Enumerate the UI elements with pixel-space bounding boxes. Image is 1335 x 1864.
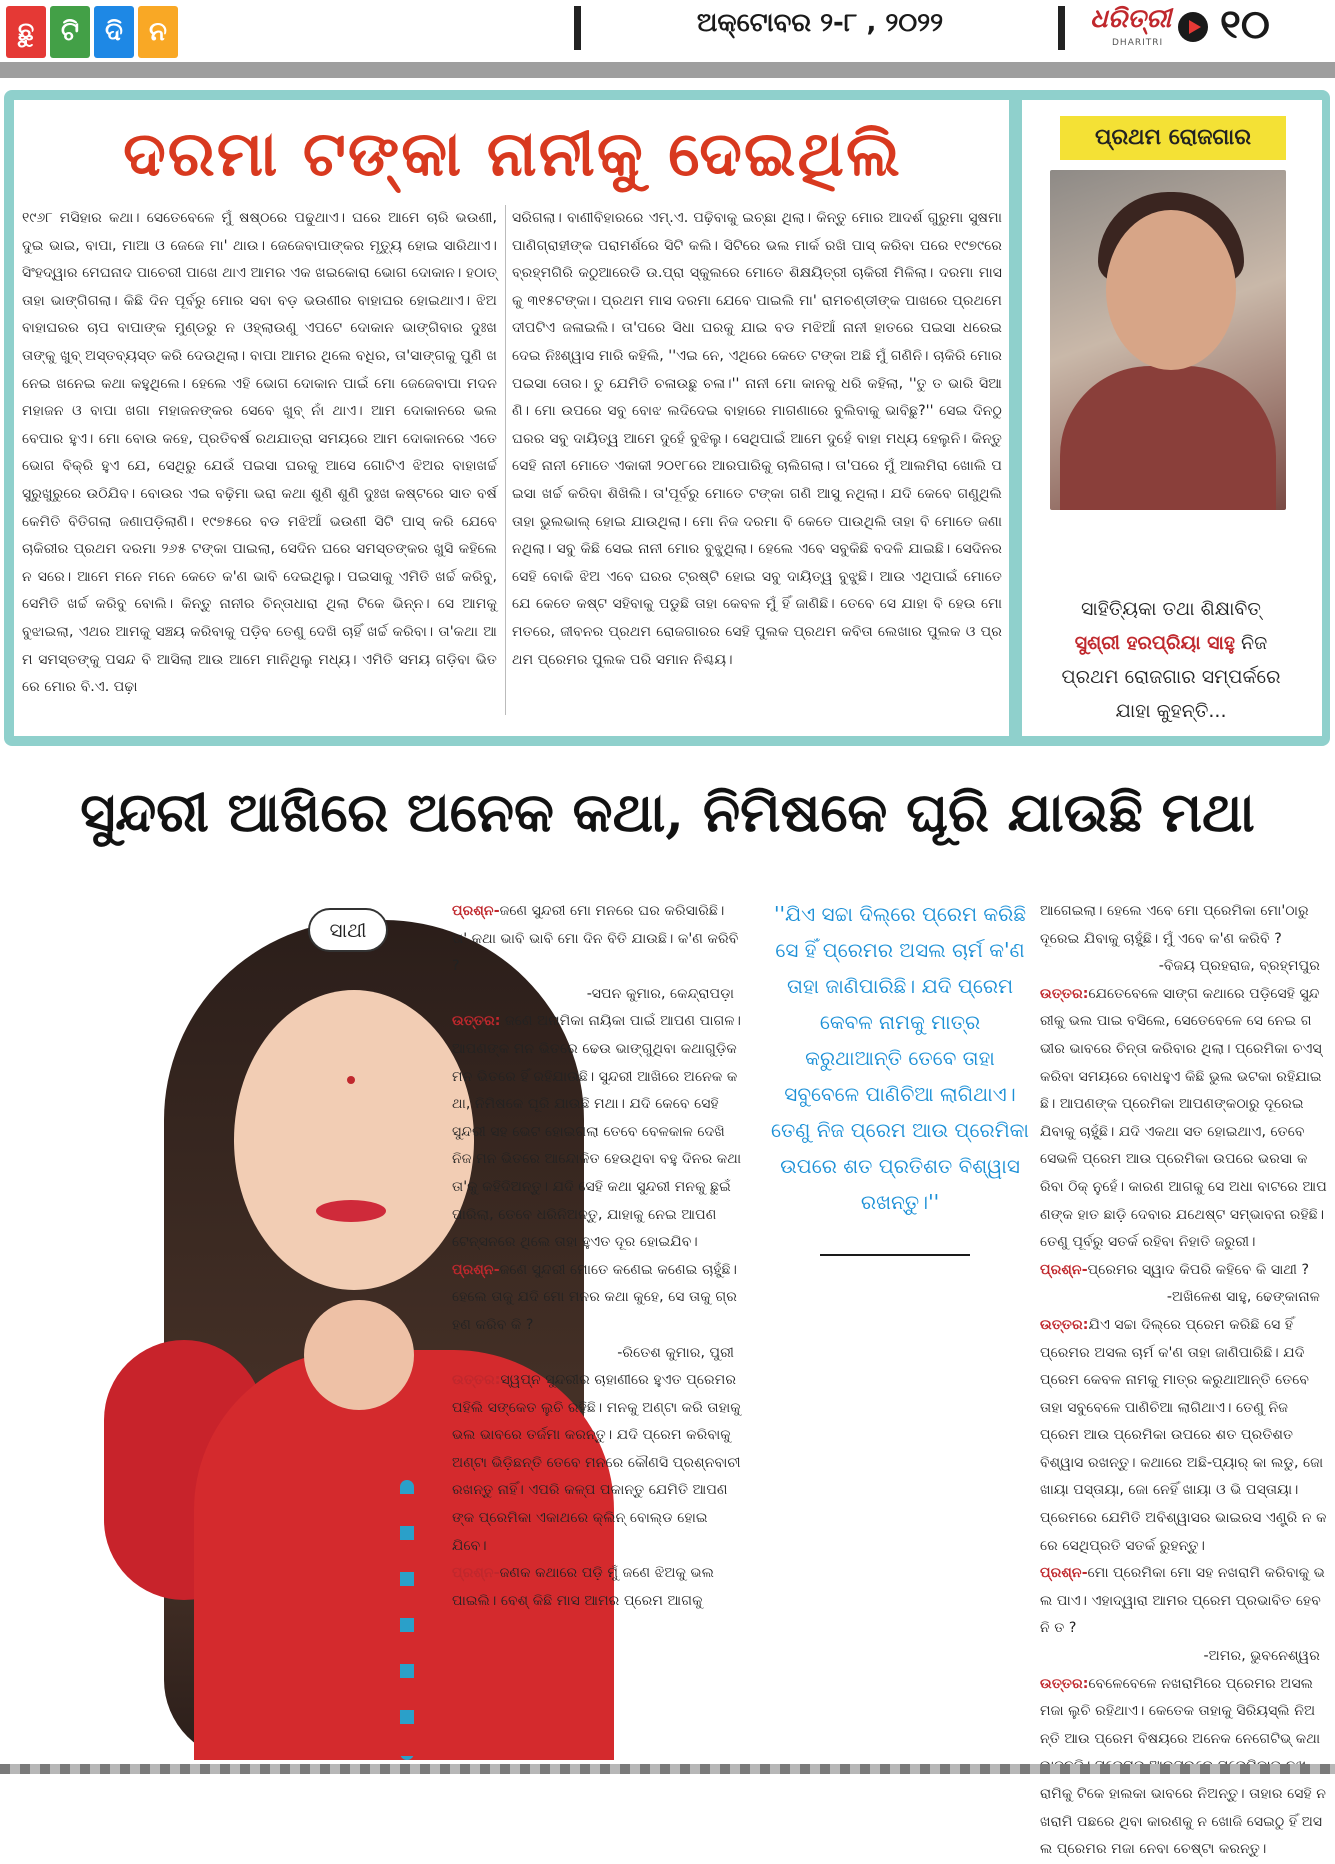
masthead [0, 0, 1335, 64]
question-text: ଜଣକ କଥାରେ ପଡ଼ି ମୁଁ ଜଣେ ଝିଅକୁ ଭଲ ପାଇଲି। ବେଶ୍ କିଛି ମାସ ଆମର ପ୍ରେମ ଆଗକୁ [452, 1565, 715, 1609]
asker: -ବିଜୟ ପ୍ରହରାଜ, ବ୍ରହ୍ମପୁର [1158, 958, 1320, 975]
column-divider [505, 205, 506, 715]
model-photo-bindi [347, 1076, 355, 1084]
pull-quote: ''ଯିଏ ସଚ୍ଚା ଦିଲ୍‌ରେ ପ୍ରେମ କରିଛି ସେ ହିଁ ପ୍ରେମର ଅସଲ ଚାର୍ମ କ'ଣ ତାହା ଜାଣିପାରିଛି। ଯଦି ପ୍ରେମ କେବଳ ନାମକୁ ମାତ୍ର କରୁଥାଆନ୍ତି ତେବେ ତାହା ସବୁବେଳେ ପାଣିଚିଆ ଲାଗିଥାଏ। ତେଣୁ ନିଜ ପ୍ରେମ ଆଉ ପ୍ରେମିକା ଉପରେ ଶତ ପ୍ରତିଶତ ବିଶ୍ୱାସ ରଖନ୍ତୁ।'' [765, 890, 1035, 1226]
qa-item [452, 1560, 742, 1615]
answer-text: ସ୍ୱପ୍ନ ସୁନ୍ଦରୀର ଚାହାଣୀରେ ହୁଏତ ପ୍ରେମର ପହିଲି ସଙ୍କେତ ଲୁଚି ରହିଛି। ମନକୁ ଅଣ୍ଟା କରି ତାହାକୁ ଭଲ ଭାବରେ ତର୍ଜମା କରନ୍ତୁ। ଯଦି ପ୍ରେମ କରିବାକୁ ଅଣ୍ଟା ଭିଡ଼ିଛନ୍ତି ତେବେ ମନରେ କୌଣସି ପ୍ରଶ୍ନବାଚୀ ରଖନ୍ତୁ ନାହିଁ। ଏପରି କଳ୍ପ ପକାନ୍ତୁ ଯେମିତି ଆପଣଙ୍କ ପ୍ରେମିକା ଏକାଥରେ କ୍ଲିନ୍ ବୋଲ୍ଡ ହୋଇଯିବେ। [452, 1372, 741, 1554]
question-label: ପ୍ରଶ୍ନ- [452, 1261, 500, 1278]
qa-item [1040, 981, 1328, 1257]
section-logo [6, 6, 178, 58]
article1-headline: ଦରମା ଟଙ୍କା ନାନୀକୁ ଦେଇଥିଲି [123, 117, 902, 190]
answer-label: ଉତ୍ତର: [452, 1372, 501, 1389]
author-photo [1050, 170, 1286, 510]
question-continued: ଆଗେଇଲା। ହେଲେ ଏବେ ମୋ ପ୍ରେମିକା ମୋ'ଠାରୁ ଦୂରେଇ ଯିବାକୁ ଚାହୁଁଛି। ମୁଁ ଏବେ କ'ଣ କରିବି ? [1040, 903, 1309, 947]
page-number: ୧୦ [1220, 2, 1270, 48]
answer-text: ଯିଏ ସଚ୍ଚା ଦିଲ୍‌ରେ ପ୍ରେମ କରିଛି ସେ ହିଁ ପ୍ରେମର ଅସଲ ଚାର୍ମ କ'ଣ ତାହା ଜାଣିପାରିଛି। ଯଦି ପ୍ରେମ କେବଳ ନାମକୁ ମାତ୍ର କରୁଥାଆନ୍ତି ତେବେ ତାହା ସବୁବେଳେ ପାଣିଚିଆ ଲାଗିଥାଏ। ତେଣୁ ନିଜ ପ୍ରେମ ଆଉ ପ୍ରେମିକା ଉପରେ ଶତ ପ୍ରତିଶତ ବିଶ୍ୱାସ ରଖନ୍ତୁ। କଥାରେ ଅଛି-ପ୍ୟାର୍ କା ଲଡୁ, ଜୋ ଖାୟା ପସ୍ତାୟା, ଜୋ ନେହିଁ ଖାୟା ଓ ଭି ପସ୍ତାୟା। ପ୍ରେମରେ ଯେମିତି ଅବିଶ୍ୱାସର ଭାଇରସ ଏଣ୍ଟ୍ରି ନ କରେ ସେଥିପ୍ରତି ସତର୍କ ରୁହନ୍ତୁ। [1040, 1316, 1327, 1554]
answer-text: ଯେତେବେଳେ ସାଙ୍ଗ କଥାରେ ପଡ଼ିସେହି ସୁନ୍ଦରୀକୁ ଭଲ ପାଇ ବସିଲେ, ସେତେବେଳେ ସେ ନେଇ ଗଭୀର ଭାବରେ ଚିନ୍ତା କରିବାର ଥିଲା। ପ୍ରେମିକା ଚଏସ୍ କରିବା ସମୟରେ ବୋଧହୁଏ କିଛି ଭୁଲ ଭଟକା ରହିଯାଇଛି। ଆପଣଙ୍କ ପ୍ରେମିକା ଆପଣଙ୍କଠାରୁ ଦୂରେଇ ଯିବାକୁ ଚାହୁଁଛି। ଯଦି ଏକଥା ସତ ହୋଇଥାଏ, ତେବେ ସେଭଳି ପ୍ରେମ ଆଉ ପ୍ରେମିକା ଉପରେ ଭରସା କରିବା ଠିକ୍ ନୁହେଁ। କାରଣ ଆଗକୁ ସେ ଅଧା ବାଟରେ ଆପଣଙ୍କ ହାତ ଛାଡ଼ି ଦେବାର ଯଥେଷ୍ଟ ସମ୍ଭାବନା ରହିଛି। ତେଣୁ ପୂର୍ବରୁ ସତର୍କ ରହିବା ନିହାତି ଜରୁରୀ। [1040, 985, 1327, 1251]
author-caption [1046, 592, 1296, 728]
asker: -ରିତେଶ କୁମାର, ପୁରୀ [617, 1344, 734, 1361]
logo-letter-4: ନ [138, 6, 178, 58]
author-caption-rest: ନିଜ ପ୍ରଥମ ରୋଜଗାର ସମ୍ପର୍କରେ ଯାହା କୁହନ୍ତି... [1061, 632, 1281, 722]
qa-item [452, 1367, 742, 1560]
question-text: ମୋ ପ୍ରେମିକା ମୋ ସହ ନଖରାମି କରିବାକୁ ଭଲ ପାଏ। ଏହାଦ୍ୱାରା ଆମର ପ୍ରେମ ପ୍ରଭାବିତ ହେବନି ତ ? [1040, 1565, 1325, 1637]
play-icon [1178, 12, 1208, 42]
answer-label: ଉତ୍ତର: [1040, 1675, 1089, 1692]
qa-item [452, 1008, 742, 1256]
logo-letter-2: ଟି [50, 6, 90, 58]
question-label: ପ୍ରଶ୍ନ- [452, 1565, 500, 1582]
column-tag: ସାଥୀ [308, 908, 388, 952]
qa-item [1040, 1312, 1328, 1560]
asker: -ସପନ କୁମାର, କେନ୍ଦ୍ରାପଡ଼ା [586, 985, 734, 1002]
question-label: ପ୍ରଶ୍ନ- [1040, 1261, 1088, 1278]
question-label: ପ୍ରଶ୍ନ- [452, 903, 500, 919]
author-photo-face [1106, 210, 1236, 370]
asker: -ଅଖିଳେଶ ସାହୁ, ଢେଙ୍କାନାଳ [1166, 1289, 1320, 1306]
answer-label: ଉତ୍ତର: [1040, 1316, 1089, 1333]
brand-logo-sub: DHARITRI [1112, 38, 1164, 48]
article1-column-1: ୧୯୬୮ ମସିହାର କଥା। ସେତେବେଳେ ମୁଁ ଷଷ୍ଠରେ ପଢୁଥାଏ। ଘରେ ଆମେ ଚାରି ଭଉଣୀ, ଦୁଇ ଭାଇ, ବାପା, ମାଆ ଓ ଜେଜେ ମା' ଥାଉ। ଜେଜେବାପାଙ୍କର ମୃତ୍ୟୁ ହୋଇ ସାରିଥାଏ। ସିଂହଦ୍ୱାର ମେଘନାଦ ପାଚେରୀ ପାଖେ ଥାଏ ଆମର ଏକ ଖଇକୋରା ଭୋଗ ଦୋକାନ। ହଠାତ୍ ତାହା ଭାଙ୍ଗିଗଲା। କିଛି ଦିନ ପୂର୍ବରୁ ମୋର ସବା ବଡ଼ ଭଉଣୀର ବାହାଘର ହୋଇଥାଏ। ଝିଅ ବାହାଘରର ଚାପ ବାପାଙ୍କ ମୁଣ୍ଡରୁ ନ ଓହ୍ଲାଉଣୁ ଏପଟେ ଦୋକାନ ଭାଙ୍ଗିବାର ଦୁଃଖ ତାଙ୍କୁ ଖୁବ୍ ଅସ୍ତବ୍ୟସ୍ତ କରି ଦେଉଥିଲା। ବାପା ଆମର ଥିଲେ ବଧିର, ତା'ସାଙ୍ଗକୁ ପୁଣି ଖନେଇ ଖନେଇ କଥା କହୁଥିଲେ। ହେଲେ ଏହି ଭୋଗ ଦୋକାନ ପାଇଁ ମୋ ଜେଜେବାପା ମଦନ ମହାଜନ ଓ ବାପା ଖଗା ମହାଜନଙ୍କର ସେବେ ଖୁବ୍ ନାଁ ଥାଏ। ଆମ ଦୋକାନରେ ଭଲ ବେପାର ହୁଏ। ମୋ ବୋଉ କହେ, ପ୍ରତିବର୍ଷ ରଥଯାତ୍ରା ସମୟରେ ଆମ ଦୋକାନରେ ଏତେ ଭୋଗ ବିକ୍ରି ହୁଏ ଯେ, ସେଥିରୁ ଯେଉଁ ପଇସା ଘରକୁ ଆସେ ଗୋଟିଏ ଝିଅର ବାହାଖର୍ଚ୍ଚ ସୁରୁଖୁରୁରେ ଉଠିଯିବ। ବୋଉର ଏଇ ବଢ଼ିମା ଭରା କଥା ଶୁଣି ଶୁଣି ଦୁଃଖ କଷ୍ଟରେ ସାତ ବର୍ଷ କେମିତି ବିତିଗଲା ଜଣାପଡ଼ିଲାଣି। ୧୯୭୫ରେ ବଡ ମଝିଆଁ ଭଉଣୀ ସିଟି ପାସ୍ କରି ଯେବେ ଚାକିରୀର ପ୍ରଥମ ଦରମା ୨୬୫ ଟଙ୍କା ପାଇଲା, ସେଦିନ ଘରେ ସମସ୍ତଙ୍କର ଖୁସି କହିଲେ ନ ସରେ। ଆମେ ମନେ ମନେ କେତେ କ'ଣ ଭାବି ଦେଇଥିଲୁ। ପଇସାକୁ ଏମିତି ଖର୍ଚ୍ଚ କରିବୁ, ସେମିତି ଖର୍ଚ୍ଚ କରିବୁ ବୋଲି। କିନ୍ତୁ ନାନୀର ଚିନ୍ତାଧାରା ଥିଲା ଟିକେ ଭିନ୍ନ। ସେ ଆମକୁ ବୁଝାଇଲା, ଏଥର ଆମକୁ ସଞ୍ଚୟ କରିବାକୁ ପଡ଼ିବ ତେଣୁ ଦେଖି ଚାହିଁ ଖର୍ଚ୍ଚ କରିବା। ତା'କଥା ଆମ ସମସ୍ତଙ୍କୁ ପସନ୍ଦ ବି ଆସିଲା ଆଉ ଆମେ ମାନିଥିଲୁ ମଧ୍ୟ। ଏମିତି ସମୟ ଗଡ଼ିବା ଭିତରେ ମୋର ବି.ଏ. ପଢ଼ା [22, 210, 497, 696]
author-photo-body [1060, 366, 1276, 510]
header-divider-right [1058, 6, 1065, 50]
section-tag: ପ୍ରଥମ ରୋଜଗାର [1060, 116, 1286, 160]
qa-column-right [900, 898, 1328, 1858]
question-text: ଜଣେ ସୁନ୍ଦରୀ ମୋ ମନରେ ଘର କରିସାରିଛି। ତା' କଥା ଭାବି ଭାବି ମୋ ଦିନ ବିତି ଯାଉଛି। କ'ଣ କରିବି ? [452, 903, 739, 975]
qa-item [1040, 1560, 1328, 1643]
author-name: ସୁଶ୍ରୀ ହରପ୍ରିୟା ସାହୁ [1074, 632, 1235, 654]
header-divider-left [574, 6, 581, 50]
question-text: ଜଣେ ସୁନ୍ଦରୀ ମୋତେ କଣେଇ କଣେଇ ଚାହୁଁଛି। ହେଲେ ତାକୁ ଯଦି ମୋ ମନର କଥା କୁହେ, ସେ ତାକୁ ଗ୍ରହଣ କରିବ କି ? [452, 1261, 737, 1333]
question-text: ପ୍ରେମର ସ୍ୱାଦ କିପରି କହିବେ କି ସାଥୀ ? [1087, 1261, 1310, 1278]
model-photo-lips [316, 1200, 386, 1222]
answer-label: ଉତ୍ତର: [452, 1013, 501, 1030]
answer-label: ଉତ୍ତର: [1040, 985, 1089, 1002]
model-photo-face [234, 990, 474, 1290]
footer-bar [0, 1764, 1335, 1774]
brand-logo: ଧରିତ୍ରୀ [1090, 4, 1172, 34]
asker: -ଅମର, ଭୁବନେଶ୍ୱର [1203, 1648, 1320, 1665]
issue-date: ଅକ୍ଟୋବର ୨-୮ , ୨୦୨୨ [696, 8, 944, 38]
header-rule [0, 62, 1335, 78]
qa-item [452, 1257, 742, 1340]
model-photo-buttons [400, 1480, 414, 1760]
article1-column-2: ସରିଗଲା। ବାଣୀବିହାରରେ ଏମ୍.ଏ. ପଢ଼ିବାକୁ ଇଚ୍ଛା ଥିଲା। କିନ୍ତୁ ମୋର ଆଦର୍ଶ ଗୁରୁମା ସୁଷମା ପାଣିଗ୍ରାହୀଙ୍କ ପରାମର୍ଶରେ ସିଟି କଲି। ସିଟିରେ ଭଲ ମାର୍କ ରଖି ପାସ୍ କରିବା ପରେ ୧୯୭୯ରେ ବ୍ରହ୍ମଗିରି କଠୁଆରେଡି ଉ.ପ୍ରା ସ୍କୁଲରେ ମୋତେ ଶିକ୍ଷୟିତ୍ରୀ ଚାକିରୀ ମିଳିଲା। ଦରମା ମାସକୁ ୩୧୫ଟଙ୍କା। ପ୍ରଥମ ମାସ ଦରମା ଯେବେ ପାଇଲି ମା' ରାମଚଣ୍ଡୀଙ୍କ ପାଖରେ ପ୍ରଥମେ ଦୀପଟିଏ ଜଳାଇଲି। ତା'ପରେ ସିଧା ଘରକୁ ଯାଇ ବଡ ମଝିଆଁ ନାନୀ ହାତରେ ପଇସା ଧରେଇ ଦେଇ ନିଃଶ୍ୱାସ ମାରି କହିଲି, ''ଏଇ ନେ, ଏଥିରେ କେତେ ଟଙ୍କା ଅଛି ମୁଁ ଗଣିନି। ଚାକିରି ମୋର ପଇସା ତୋର। ତୁ ଯେମିତି ଚଳାଉଛୁ ଚଳା।'' ନାନୀ ମୋ କାନକୁ ଧରି କହିଲା, ''ତୁ ତ ଭାରି ସିଆଣି। ମୋ ଉପରେ ସବୁ ବୋଝ ଲଦିଦେଇ ବାହାରେ ମାଗଣାରେ ବୁଲିବାକୁ ଭାବିଛୁ?'' ସେଇ ଦିନଠୁ ଘରର ସବୁ ଦାୟିତ୍ୱ ଆମେ ଦୁହେଁ ବୁଝିଲୁ। ସେଥିପାଇଁ ଆମେ ଦୁହେଁ ବାହା ମଧ୍ୟ ହେଲୁନି। କିନ୍ତୁ ସେହି ନାନୀ ମୋତେ ଏକାକୀ ୨୦୧୮ରେ ଆରପାରିକୁ ଚାଲିଗଲା। ତା'ପରେ ମୁଁ ଆଲମିରା ଖୋଲି ପଇସା ଖର୍ଚ୍ଚ କରିବା ଶିଖିଲି। ତା'ପୂର୍ବରୁ ମୋତେ ଟଙ୍କା ଗଣି ଆସୁ ନଥିଲା। ଯଦି କେବେ ଗଣୁଥିଲି ତାହା ଭୁଲଭାଲ୍ ହୋଇ ଯାଉଥିଲା। ମୋ ନିଜ ଦରମା ବି କେତେ ପାଉଥିଲି ତାହା ବି ମୋତେ ଜଣା ନଥିଲା। ସବୁ କିଛି ସେଇ ନାନୀ ମୋର ବୁଝୁଥିଲା। ହେଲେ ଏବେ ସବୁକିଛି ବଦଳି ଯାଇଛି। ସେଦିନର ସେହି ବୋକି ଝିଅ ଏବେ ଘରର ଟ୍ରଷ୍ଟି ହୋଇ ସବୁ ଦାୟିତ୍ୱ ବୁଝୁଛି। ଆଉ ଏଥିପାଇଁ ମୋତେ ଯେ କେତେ କଷ୍ଟ ସହିବାକୁ ପଡୁଛି ତାହା କେବଳ ମୁଁ ହିଁ ଜାଣିଛି। ତେବେ ସେ ଯାହା ବି ହେଉ ମୋ ମତରେ, ଜୀବନର ପ୍ରଥମ ରୋଜଗାରର ସେହି ପୁଲକ ପ୍ରଥମ କବିତା ଲେଖାର ପୁଲକ ଓ ପ୍ରଥମ ପ୍ରେମର ପୁଲକ ପରି ସମାନ ନିଶ୍ଚୟ। [512, 210, 1002, 668]
qa-item [1040, 1257, 1328, 1285]
question-label: ପ୍ରଶ୍ନ- [1040, 1565, 1088, 1582]
qa-item [452, 898, 742, 981]
answer-text: ଜଣେ ଅନାମିକା ନାୟିକା ପାଇଁ ଆପଣ ପାଗଳ। ଆପଣଙ୍କ ମନ ଭିତରେ ଢେଉ ଭାଙ୍ଗୁଥିବା କଥାଗୁଡ଼ିକ ମନ ଭିତରେ ହିଁ ରହିଯାଉଛି। ସୁନ୍ଦରୀ ଆଖିରେ ଅନେକ କଥା, ନିମିଷକେ ଘୂରି ଯାଉଛି ମଥା। ଯଦି କେବେ ସେହି ସୁନ୍ଦରୀ ସହ ଭେଟ ହୋଇଗଲା ତେବେ ବେଳକାଳ ଦେଖି ନିଜ ମନ ଭିତରେ ଆନ୍ଦୋଳିତ ହେଉଥିବା ବହୁ ଦିନର କଥା ତା'କୁ କହିଦିଅନ୍ତୁ। ଯଦି ସେହି କଥା ସୁନ୍ଦରୀ ମନକୁ ଛୁଇଁ ପାରିଲା, ତେବେ ଧରିନିଅନ୍ତୁ, ଯାହାକୁ ନେଇ ଆପଣ ଟେନ୍‌ସନରେ ଥିଲେ ତାହା ହୁଏତ ଦୂର ହୋଇଯିବ। [452, 1013, 742, 1251]
logo-letter-3: ଦି [94, 6, 134, 58]
answer-text: ବେଳେବେଳେ ନଖରାମିରେ ପ୍ରେମର ଅସଲ ମଜା ଲୁଚି ରହିଥାଏ। କେତେକ ତାହାକୁ ସିରିୟସ୍‌ଲି ନିଅନ୍ତି ଆଉ ପ୍ରେମ ବିଷୟରେ ଅନେକ ନେଗେଟିଭ୍ କଥା ରାମିକୁ ଟିକେ ହାଲକା ଭାବରେ ନିଅନ୍ତୁ। ତାହାର ସେହି ନଖରାମି ପଛରେ ଥିବା କାରଣକୁ ନ ଖୋଜି ସେଇଠୁ ହିଁ ଅସଲ ପ୍ରେମର ମଜା ନେବା ଚେଷ୍ଟା କରନ୍ତୁ। [1040, 1675, 1327, 1858]
author-role: ସାହିତ୍ୟିକା ତଥା ଶିକ୍ଷାବିତ୍ [1081, 598, 1261, 620]
logo-letter-1: ଛୁ [6, 6, 46, 58]
article2-headline: ସୁନ୍ଦରୀ ଆଖିରେ ଅନେକ କଥା, ନିମିଷକେ ଘୂରି ଯାଉଛି ମଥା [80, 780, 1255, 844]
model-photo-neck [304, 1300, 414, 1410]
